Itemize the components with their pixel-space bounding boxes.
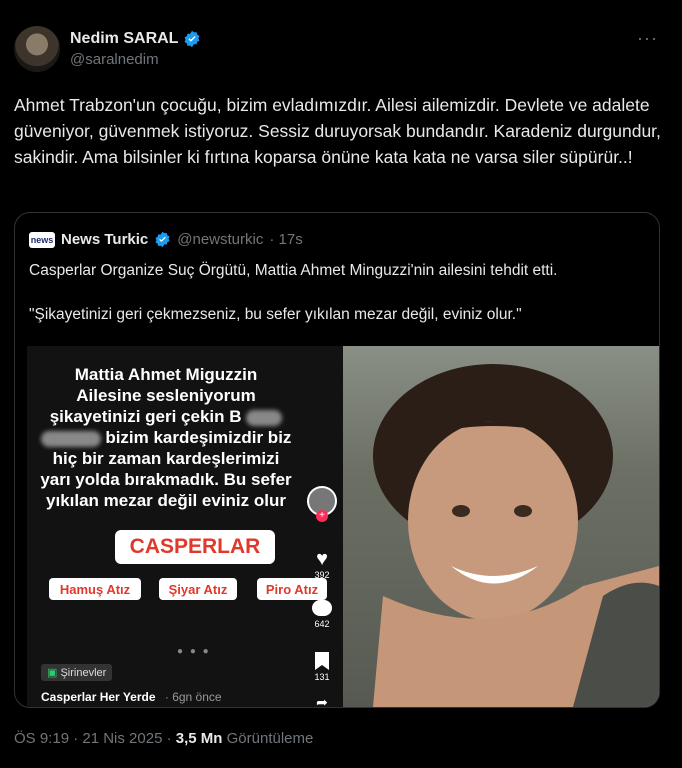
quote-time: · 17s — [269, 231, 303, 248]
save-count: 131 — [314, 672, 330, 682]
censor-blur — [246, 410, 282, 426]
casperlar-banner: CASPERLAR — [115, 530, 275, 564]
overlay-line: Mattia Ahmet Miguzzin — [74, 365, 258, 384]
censor-blur — [41, 431, 101, 447]
news-turkic-logo: news — [29, 232, 55, 248]
name-tag: Piro Atız — [257, 578, 327, 600]
overlay-line: şikayetinizi geri çekin B — [49, 407, 242, 426]
tweet-text: Ahmet Trabzon'un çocuğu, bizim evladımızdır. Ailesi ailemizdir. Devlete ve adalete güveniyor, güvenmek istiyoruz. Sessiz duruyorsak bundandır. Karadeniz durgundur, sakindir. Ama bilsinler ki fırtına koparsa önüne kata kata ne varsa siler süpürür..! — [14, 95, 661, 167]
view-count: 3,5 Mn — [175, 730, 223, 747]
author-avatar[interactable] — [14, 26, 60, 72]
video-caption — [41, 690, 222, 704]
name-tag: Hamuş Atız — [49, 578, 141, 600]
comment-bubble-icon — [312, 600, 332, 616]
media-video-screenshot[interactable] — [27, 346, 345, 707]
overlay-line: hiç bir zaman kardeşlerimizi — [52, 449, 280, 468]
like-count: 392 — [314, 570, 330, 580]
overlay-line: yarı yolda bırakmadık. Bu sefer — [40, 470, 292, 489]
location-label: Şirinevler — [60, 667, 107, 679]
more-options-icon[interactable]: ··· — [637, 28, 658, 48]
heart-icon: ♥ — [316, 548, 328, 570]
view-label: Görüntüleme — [226, 730, 314, 747]
quote-header — [29, 231, 303, 248]
carousel-dots: ● ● ● — [177, 646, 211, 657]
comment-stat — [305, 600, 339, 629]
save-stat — [305, 652, 339, 682]
photo-boy-illustration — [343, 346, 659, 707]
quote-author-handle[interactable]: @newsturkic — [177, 231, 264, 248]
verified-badge-icon — [154, 231, 171, 248]
overlay-line: Ailesine sesleniyorum — [76, 386, 256, 405]
location-pin-icon: ▣ — [47, 667, 58, 679]
share-icon: ➦ — [316, 694, 328, 707]
like-stat — [305, 548, 339, 580]
media-photo-boy[interactable] — [343, 346, 659, 707]
tweet-footer — [14, 730, 313, 747]
quote-text-line1: Casperlar Organize Suç Örgütü, Mattia Ahmet Minguzzi'nin ailesini tehdit etti. — [29, 262, 558, 279]
overlay-line: yıkılan mezar değil eviniz olur — [46, 491, 286, 510]
author-name[interactable]: Nedim SARAL — [70, 30, 179, 47]
caption-text: Casperlar Her Yerde — [41, 690, 156, 704]
author-names — [70, 30, 201, 68]
overlay-line: bizim kardeşimizdir biz — [105, 428, 292, 447]
author-handle[interactable]: @saralnedim — [70, 51, 159, 68]
caption-time: · 6gn önce — [164, 690, 222, 704]
bookmark-icon — [315, 652, 329, 670]
profile-avatar-icon: + — [305, 486, 339, 522]
quote-author-name[interactable]: News Turkic — [61, 231, 149, 248]
tweet-header — [14, 26, 668, 74]
quote-text-line2: "Şikayetinizi geri çekmezseniz, bu sefer yıkılan mezar değil, eviniz olur." — [29, 306, 522, 323]
quoted-tweet[interactable] — [14, 212, 660, 708]
location-tag — [41, 664, 112, 681]
comment-count: 642 — [314, 619, 330, 629]
name-tag: Şiyar Atız — [159, 578, 237, 600]
overlay-text — [27, 364, 305, 511]
verified-badge-icon — [183, 30, 201, 48]
tweet-timestamp[interactable]: ÖS 9:19 · 21 Nis 2025 · — [14, 730, 172, 747]
